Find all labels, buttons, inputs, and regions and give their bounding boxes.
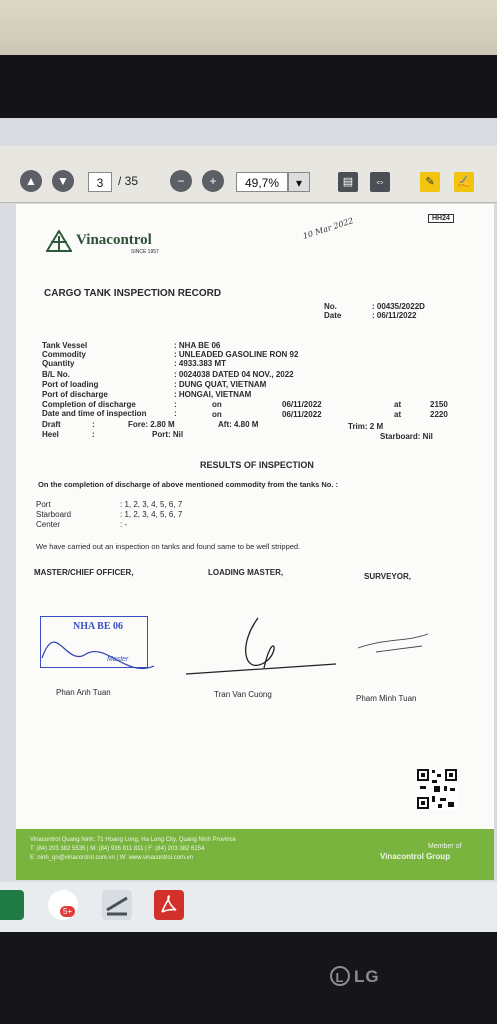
inspection-at: at: [394, 410, 402, 419]
field-label: Commodity: [42, 350, 86, 359]
excel-app-icon[interactable]: [0, 890, 24, 920]
field-label: Port of discharge: [42, 390, 108, 399]
footer-line-3: E: ninh_qn@vinacontrol.com.vn | W: www.vinacontrol.com.vn: [30, 855, 193, 861]
logo-since: SINCE 1957: [131, 249, 159, 255]
heel-colon: :: [92, 430, 95, 439]
footer-line-2: T: (84) 203 382 5535 | M: (84) 936 811 811 | F: (84) 203 382 6154: [30, 846, 205, 852]
lg-brand-text: LG: [354, 967, 380, 986]
scanner-app-icon[interactable]: [102, 890, 132, 920]
document-title: CARGO TANK INSPECTION RECORD: [44, 288, 222, 299]
field-label: Tank Vessel: [42, 341, 88, 350]
signatures-graphic: [36, 608, 476, 688]
stamp-role: Master: [107, 656, 129, 663]
date-value: : 06/11/2022: [372, 311, 417, 320]
notification-badge: 5+: [60, 906, 75, 917]
field-label: B/L No.: [42, 370, 70, 379]
tank-label: Center: [36, 520, 61, 529]
draft-aft: Aft: 4.80 M: [218, 420, 259, 429]
stamp-name: NHA BE 06: [73, 621, 124, 632]
page-total: / 35: [118, 174, 139, 188]
field-value: : HONGAI, VIETNAM: [174, 390, 252, 399]
field-value: : 0024038 DATED 04 NOV., 2022: [174, 370, 294, 379]
page-number-input[interactable]: 3: [88, 172, 112, 192]
tank-value: : 1, 2, 3, 4, 5, 6, 7: [120, 510, 183, 519]
tank-label: Port: [36, 500, 51, 509]
completion-time: 2150: [430, 400, 448, 409]
signature-master-label: MASTER/CHIEF OFFICER,: [34, 568, 134, 577]
footer-line-1: Vinacontrol Quang Ninh: 71 Hoang Long, Ha Long City, Quang Ninh Province: [30, 837, 236, 843]
signature-surveyor-label: SURVEYOR,: [364, 572, 411, 581]
vinacontrol-logo-icon: [46, 230, 72, 252]
field-value: :: [174, 400, 177, 409]
inspection-date: 06/11/2022: [282, 410, 322, 419]
sign-icon[interactable]: ✍: [454, 172, 474, 192]
completion-at: at: [394, 400, 402, 409]
signature-loading-label: LOADING MASTER,: [208, 568, 284, 577]
document-footer: [16, 829, 494, 880]
fit-width-icon[interactable]: ⇔: [370, 172, 390, 192]
monitor-bezel-bottom: [0, 932, 497, 1024]
tank-value: : 1, 2, 3, 4, 5, 6, 7: [120, 500, 183, 509]
lg-circle-icon: L: [330, 966, 350, 986]
pdf-reader-app-icon[interactable]: [154, 890, 184, 920]
no-value: : 00435/2022D: [372, 302, 425, 311]
draft-label: Draft: [42, 420, 61, 429]
footer-group: Vinacontrol Group: [380, 852, 451, 861]
field-value: : 4933.383 MT: [174, 359, 227, 368]
name-loading: Tran Van Cuong: [214, 690, 272, 699]
field-label: Quantity: [42, 359, 75, 368]
heel-starboard: Starboard: Nil: [380, 432, 433, 441]
lg-brand-logo: [330, 966, 380, 987]
qr-code-icon: [416, 768, 458, 810]
inspection-on: on: [212, 410, 222, 419]
tank-label: Starboard: [36, 510, 72, 519]
name-master: Phan Anh Tuan: [56, 688, 111, 697]
draft-colon: :: [92, 420, 95, 429]
previous-page-button[interactable]: ▲: [20, 170, 42, 192]
field-label: Date and time of inspection: [42, 409, 147, 418]
completion-on: on: [212, 400, 222, 409]
tank-value: : -: [120, 520, 128, 529]
draft-trim: Trim: 2 M: [348, 422, 384, 431]
statement: We have carried out an inspection on tanks and found same to be well stripped.: [36, 542, 301, 551]
document-page: [16, 204, 494, 880]
field-value: : NHA BE 06: [174, 341, 221, 350]
name-surveyor: Pham Minh Tuan: [356, 694, 417, 703]
draft-fore: Fore: 2.80 M: [128, 420, 175, 429]
background-wall: [0, 0, 497, 60]
field-value: : UNLEADED GASOLINE RON 92: [174, 350, 299, 359]
field-label: Completion of discharge: [42, 400, 136, 409]
chat-app-icon[interactable]: [48, 890, 78, 920]
handwritten-date: 10 Mar 2022: [301, 216, 355, 241]
footer-member: Member of: [428, 843, 462, 850]
zoom-dropdown-button[interactable]: ▾: [288, 172, 310, 192]
field-label: Port of loading: [42, 380, 99, 389]
logo-text: Vinacontrol: [76, 232, 152, 248]
pdf-toolbar: [0, 146, 497, 203]
comment-icon[interactable]: ✎: [420, 172, 440, 192]
date-label: Date: [324, 311, 342, 320]
field-value: : DUNG QUAT, VIETNAM: [174, 380, 267, 389]
form-code: HH24: [428, 214, 454, 223]
completion-date: 06/11/2022: [282, 400, 322, 409]
zoom-out-button[interactable]: −: [170, 170, 192, 192]
heel-port: Port: Nil: [152, 430, 184, 439]
no-label: No.: [324, 302, 337, 311]
next-page-button[interactable]: ▼: [52, 170, 74, 192]
field-value: :: [174, 409, 177, 418]
zoom-in-button[interactable]: +: [202, 170, 224, 192]
taskbar: [0, 882, 497, 932]
heel-label: Heel: [42, 430, 59, 439]
monitor-bezel-top: [0, 55, 497, 125]
fit-page-icon[interactable]: ▤: [338, 172, 358, 192]
results-title: RESULTS OF INSPECTION: [200, 460, 314, 470]
inspection-time: 2220: [430, 410, 448, 419]
results-intro: On the completion of discharge of above mentioned commodity from the tanks No. :: [38, 480, 339, 489]
zoom-input[interactable]: 49,7%: [236, 172, 288, 192]
